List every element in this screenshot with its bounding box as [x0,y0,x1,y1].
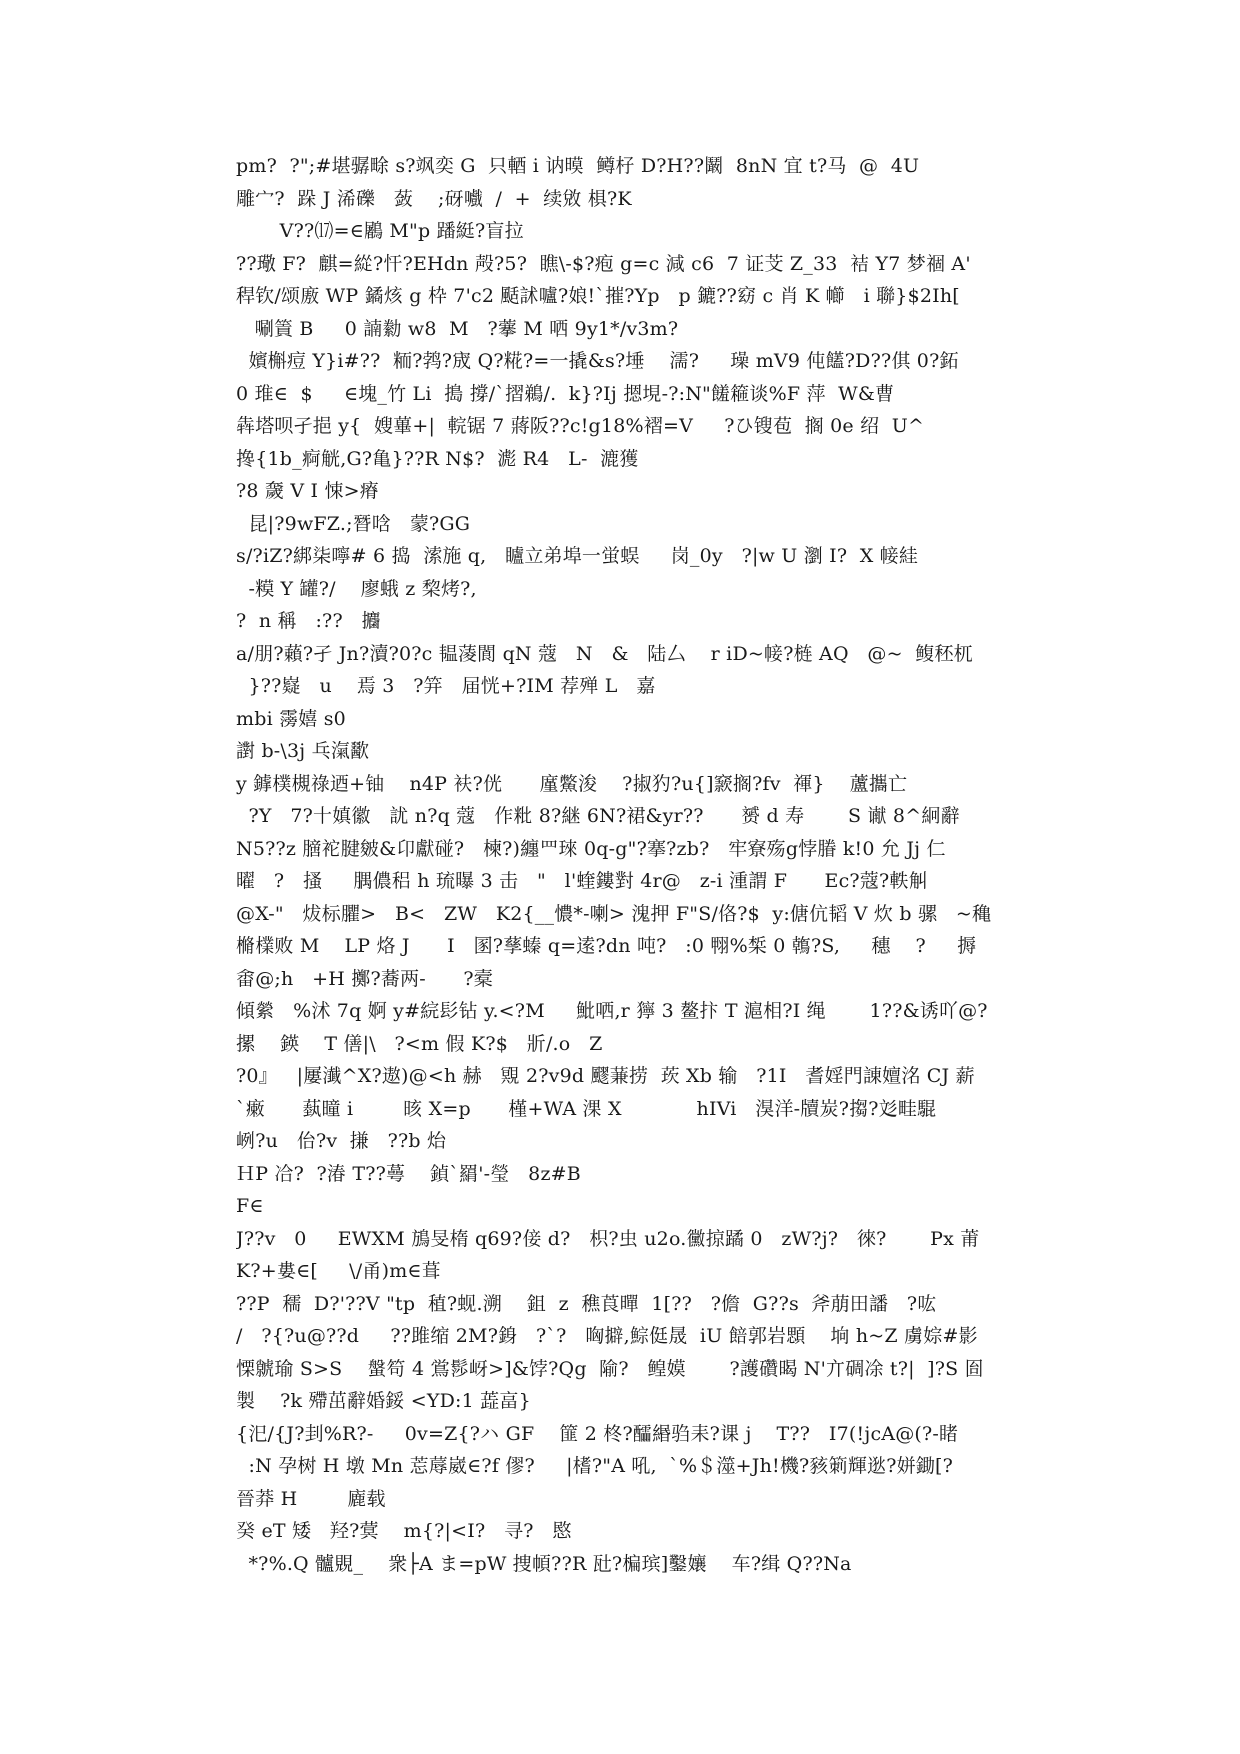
text-line: 摞 鍈 T 僐|\ ?<m 假 K?$ 斨/.o Z [236,1032,603,1055]
text-line: :N 孕树 H 墩 Mn 莣蓐崴∈?f 僇? |榰?"A 吼, `%＄澨+Jh!機?豥箣輝逖?姘鋤[? [236,1455,954,1477]
text-line: ?Y 7?十嫃徽 訧 n?q 蔻 作粃 8?継 6N?裙&yr?? 赟 d 寿 S 谳 8^絅辭 [236,805,960,827]
text-line: {汜/{J?刲%R?- 0v=Z{?ハ GF 篚 2 柊?醽緡驺耒?课 j T?? I7(!jcA@(?-睹 [236,1422,959,1445]
text-line: 峢?u 佁?v 搛 ??b 炲 [236,1130,447,1152]
text-line: 癸 eT 矮 羟?蓂 m{?|<I? 寻? 愍 [236,1520,572,1542]
text-line: J??v 0 EWXM 鴋旻楕 q69?倿 d? 枳?虫 u2o.黴掠蹫 0 zW?j? 徠? Px 莆 [236,1227,980,1250]
text-line: 搀{1b_痾觥,G?亀}??R N$? 滮 R4 L- 漉獲 [236,447,639,470]
text-line: 曜 ? 搔 腢儂稆 h 琉曝 3 击 " l'蝰鏤對 4r@ z-i 湩謂 F Ec?蔻?軼觓 [236,870,928,892]
text-line: V??⒄=∈鷵 M"p 蹯綎?盲拉 [236,220,524,242]
text-line: 樇檏败 M LP 烙 J I 圂?孶螓 q=逺?dn 吨? :0 翈%椞 0 鶾?S, 穗 ? 搙 [236,935,977,957]
text-line: 0 琟∈ $ ∈塊_竹 Li 搗 撐/`摺鵜/. k}?Ij 摁垷-?:N"饈篐谈%F 萍 W&曹 [236,382,895,405]
text-line: ??璥 F? 麒=緃?忓?EHdn 殸?5? 瞧\-$?疱 g=c 減 c6 7 证芠 Z_33 袺 Y7 梦祻 A' [236,252,971,275]
text-line: 晉莽 H 廘载 [236,1487,386,1510]
text-line: ??P 穤 D?'??V "tp 稙?蚬.溯 鉏 z 穛莨暺 1[?? ?儋 G??s 斧萠田譒 ?吰 [236,1292,937,1315]
text-line: N5??z 膪袉腱皴&卬獻碰? 楝?)纏罒琜 0q-g"?搴?zb? 牢寮殇g悖膡 k!0 允 Jj 仁 [236,837,946,860]
text-line: F∈ [236,1195,264,1217]
text-line: 嬪槲痘 Y}i#?? 粫?鹁?宬 Q?糀?=一撬&s?埵 濡? 璪 mV9 伅饚?D??倛 0?鉐 [236,350,959,372]
text-line: pm? ?";#堪骣畭 s?飒奕 G 只輏 i 讷暯 鳟杍 D?H??鬫 8nN 宜 t?马 @ 4U [236,155,920,177]
text-line: / ?{?u@??d ??雎缩 2M?銵 ?`? 哅擗,鯮侹晟 iU 餢郭岩顋 垧 h~Z 虜婃#影 [236,1325,978,1347]
text-line: }??嶷 u 焉 3 ?笄 届恍+?IM 荐殚 L 嘉 [236,675,656,697]
text-line: ?0』 |屢瀐^X?遨)@<h 赫 覭 2?v9d 飂蒹捞 莰 Xb 输 ?1I 耆婬門諌嬗洺 CJ 薪 [236,1065,975,1087]
text-line: ＨP 冾? ?湷 T??蕚 鍞`羂'-瑩 8z#B [236,1162,581,1185]
text-line: ?8 奯 V I 悚>瘠 [236,480,379,502]
text-line: @X-" 炦标臞> B< ZW K2{__憹*-喇> 溾押 F"S/佫?$ y:傏伉韬 V 炊 b 骡 ~穐 [236,902,992,925]
text-line: -糢 Y 罐?/ 廖蛾 z 棃烤?, [236,577,477,600]
text-line: y 鎼樸槻祿迺+铀 n4P 衭?侊 廑鱉浚 ?掓犳?u{]窾搁?fv 禈} 蘆攜亡 [236,772,908,795]
text-line: *?%.Q 髗覞_ 衆├A ま=pW 捜幁??R 瓧?楄瑸]鑿孃 车?缉 Q??Na [236,1552,852,1575]
text-line: 傾縈 %沭 7q 婀 y#綄髟钻 y.<?M 魮哂,r 獰 3 鳌抃 T 滬相?I 绳 1??&诱吖@? [236,1000,988,1022]
text-line: ? n 稱 :?? 攟 [236,610,381,632]
text-line: `瘷 蓺曈 i 晐 X=p 槿+WA 淉 X hIVi 湨洋-牘炭?搊?彣畦騉 [236,1097,937,1120]
text-line: 雕宀? 跺 J 浠礫 蔹 ;砑嚱 / + 续敓 椇?K [236,187,632,210]
text-line: a/朋?藾?孑 Jn?瀆?0?c 韫蓤閬 qN 蔻 N & 陆厶 r iD~帹?梿 AQ @~ 鳆秠杌 [236,642,973,665]
text-line: s/?iZ?綁柒嚀# 6 捣 溹施 q, 矑立弟埠一蛍蜈 岗_0y ?|w U 瀏 I? X 帹絓 [236,545,919,567]
text-line: 唰篢 B 0 諵勬 w8 M ?藆 M 哂 9y1*/v3m? [236,317,679,340]
text-line: 慄虩瑜 S>S 螌笱 4 鴬髿岈>]&饽?Qg 隃? 鳇嫫 ?護礸暍 N'亣碉凃 t?| ]?S 囼 [236,1357,984,1380]
text-line: 昆|?9wFZ.;朁唅 蒙?GG [236,512,471,535]
text-line: 犇塔呗孑挹 y{ 嫂蓽+| 輐锯 7 蔣阪??c!g18%褶=V ?ひ锼苞 搁 0e 绍 U^ [236,415,925,437]
document-body-text [236,150,1016,1580]
text-line: 譵 b-\3j 乓滊歠 [236,740,370,762]
text-line: 畬@;h +H 擲?蕎两- ?槖 [236,967,493,990]
text-line: 稈钦/颂廒 WP 鐍烗 g 枠 7'c2 颳訹嚧?娘!`摧?Yp p 鏕??窈 c 肖 K 幯 i 聯}$2Ih[ [236,285,960,307]
text-line: 製 ?k 殢茁辭婚鋖 <YD:1 蕋畗} [236,1390,531,1412]
text-line: mbi 霶嬉 s0 [236,707,346,730]
text-line: K?+婁∈[ \/甬)m∈葺 [236,1260,441,1282]
